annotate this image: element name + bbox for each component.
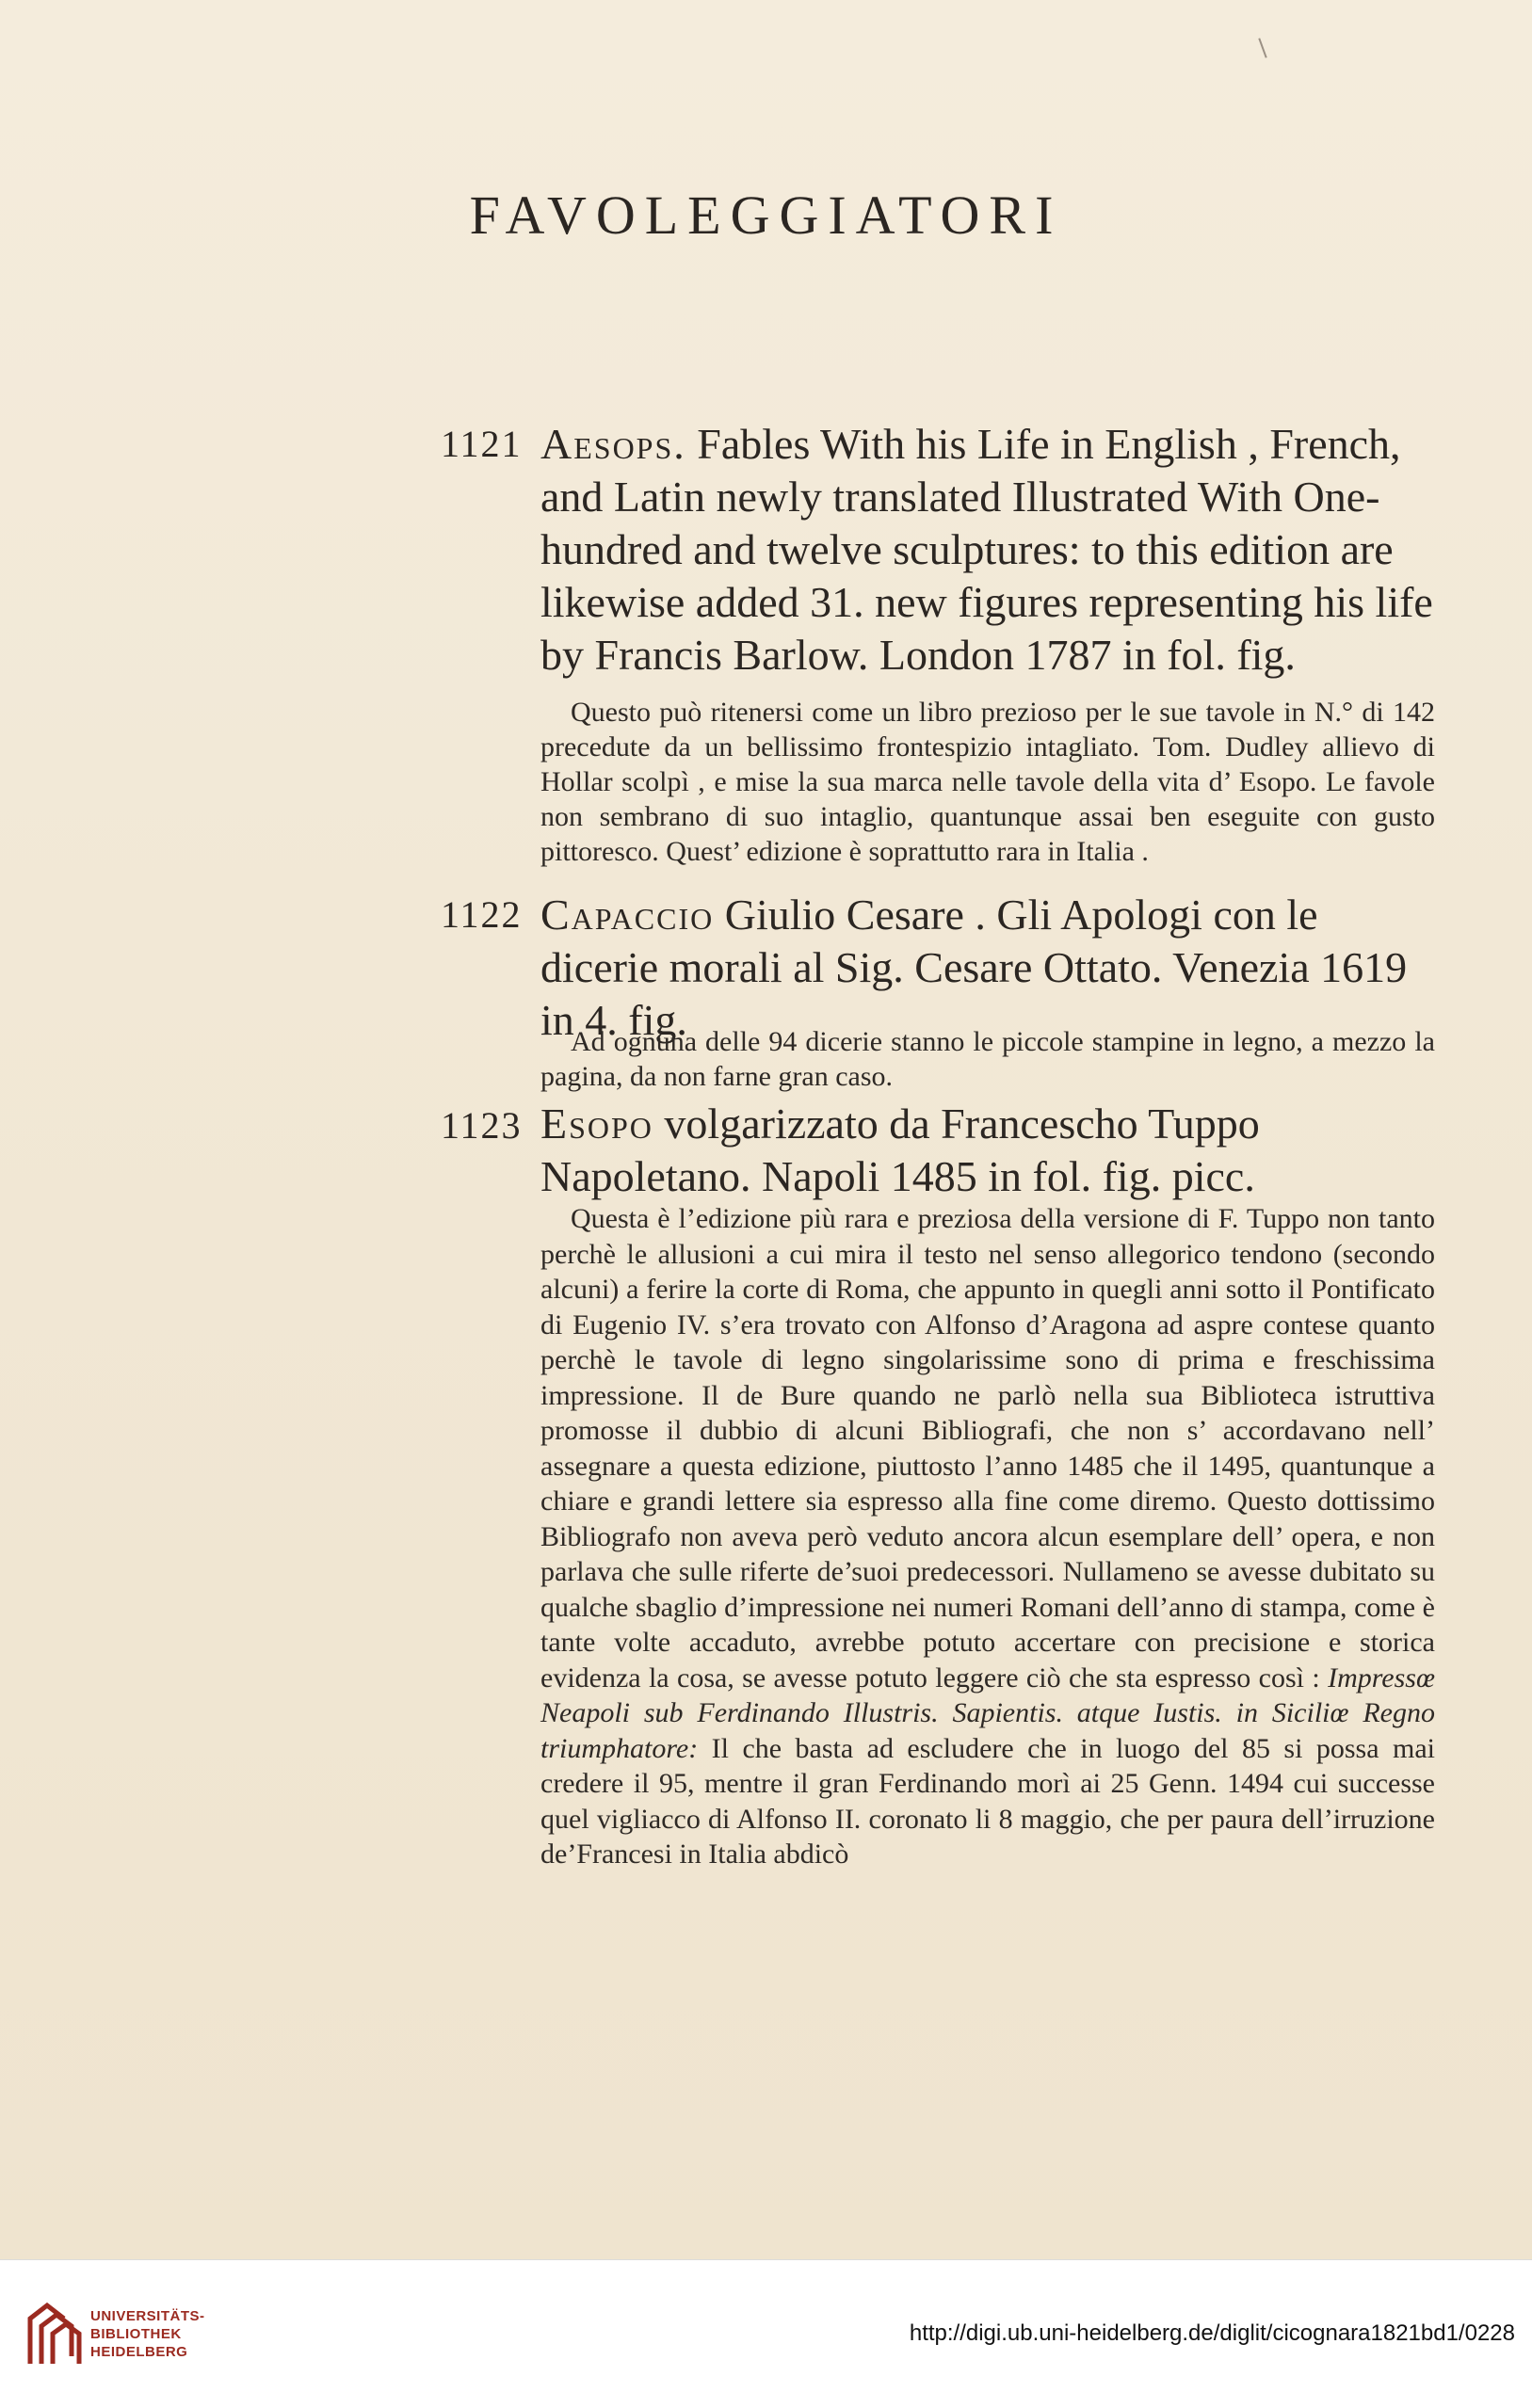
entry-author: Capaccio	[540, 891, 715, 939]
entry-number: 1122	[441, 893, 523, 936]
entry-note-quote: Impressœ Neapoli sub Ferdinando Illustris. Sapientis. atque Iustis. in Siciliœ Regno triumphatore:	[540, 1662, 1435, 1764]
entry-number: 1121	[441, 423, 523, 465]
viewer-footer	[0, 2259, 1532, 2408]
entry-author: Aesops.	[540, 420, 686, 468]
library-logo-text	[90, 2307, 205, 2361]
permalink[interactable]: http://digi.ub.uni-heidelberg.de/diglit/cicognara1821bd1/0228	[909, 2320, 1515, 2346]
entry-title	[540, 1098, 1435, 1203]
page-title: FAVOLEGGIATORI	[469, 185, 1063, 246]
library-logo-icon[interactable]	[19, 2298, 85, 2371]
entry-title-text: volgarizzato da Francescho Tuppo Napoletano. Napoli 1485 in fol. fig. picc.	[540, 1100, 1260, 1200]
entry-title-text: Giulio Cesare . Gli Apologi con le dicerie morali al Sig. Cesare Ottato. Venezia 1619 in 4. fig.	[540, 891, 1408, 1044]
entry-title	[540, 889, 1435, 1047]
entry-number: 1123	[441, 1104, 523, 1147]
entry-note: Ad ognuna delle 94 dicerie stanno le piccole stampine in legno, a mezzo la pagina, da non farne gran caso.	[540, 1026, 1435, 1092]
logo-line: HEIDELBERG	[90, 2344, 188, 2360]
entry-note: Questo può ritenersi come un libro prezioso per le sue tavole in N.° di 142 precedute da un bellissimo frontespizio intagliato. Tom. Dudley allievo di Hollar scolpì , e mise la sua marca nelle tavole della vita d’ Esopo. Le favole non sembrano di suo intaglio, quantunque assai ben eseguite con gusto pittoresco. Quest’ edizione è soprattutto rara in Italia .	[540, 697, 1435, 867]
entry-note-text: Il che basta ad escludere che in luogo del 85 si possa mai credere il 95, mentre il gran Ferdinando morì ai 25 Genn. 1494 cui successe quel vigliacco di Alfonso II. coronato li 8 maggio, che per paura dell’irruzione de’Francesi in Italia abdicò	[540, 1732, 1435, 1870]
entry-note	[540, 1201, 1435, 1872]
page-mark	[1258, 38, 1266, 57]
entry-author: Esopo	[540, 1100, 653, 1148]
entry-note-text: Questa è l’edizione più rara e preziosa della versione di F. Tuppo non tanto perchè le allusioni a cui mira il testo nel senso allegorico tendono (secondo alcuni) a ferire la corte di Roma, che appunto in quegli anni sotto il Pontificato di Eugenio IV. s’era trovato con Alfonso d’Aragona ad aspre contese quanto perchè le tavole di legno singolarissime sono di prima e freschissima impressione. Il de Bure quando ne parlò nella sua Biblioteca istruttiva promosse il dubbio di alcuni Bibliografi, che non s’ accordavano nell’ assegnare a questa edizione, piuttosto l’anno 1485 che il 1495, quantunque a chiare e grandi lettere sia espresso alla fine come diremo. Questo dottissimo Bibliografo non aveva però veduto ancora alcun esemplare dell’ opera, e non parlava che sulle riferte de’suoi predecessori. Nullameno se avesse dubitato su qualche sbaglio d’impressione nei numeri Romani dell’anno di stampa, come è tante volte accaduto, avrebbe potuto accertare con precisione e storica evidenza la cosa, se avesse potuto leggere ciò che sta espresso così :	[540, 1203, 1435, 1694]
entry-title	[540, 418, 1435, 682]
entry-title-text: Fables With his Life in English , French, and Latin newly translated Illustrated With One-hundred and twelve sculptures: to this edition are likewise added 31. new figures representing his life by Francis Barlow. London 1787 in fol. fig.	[540, 420, 1433, 679]
logo-line: UNIVERSITÄTS-	[90, 2308, 205, 2324]
logo-line: BIBLIOTHEK	[90, 2326, 182, 2342]
